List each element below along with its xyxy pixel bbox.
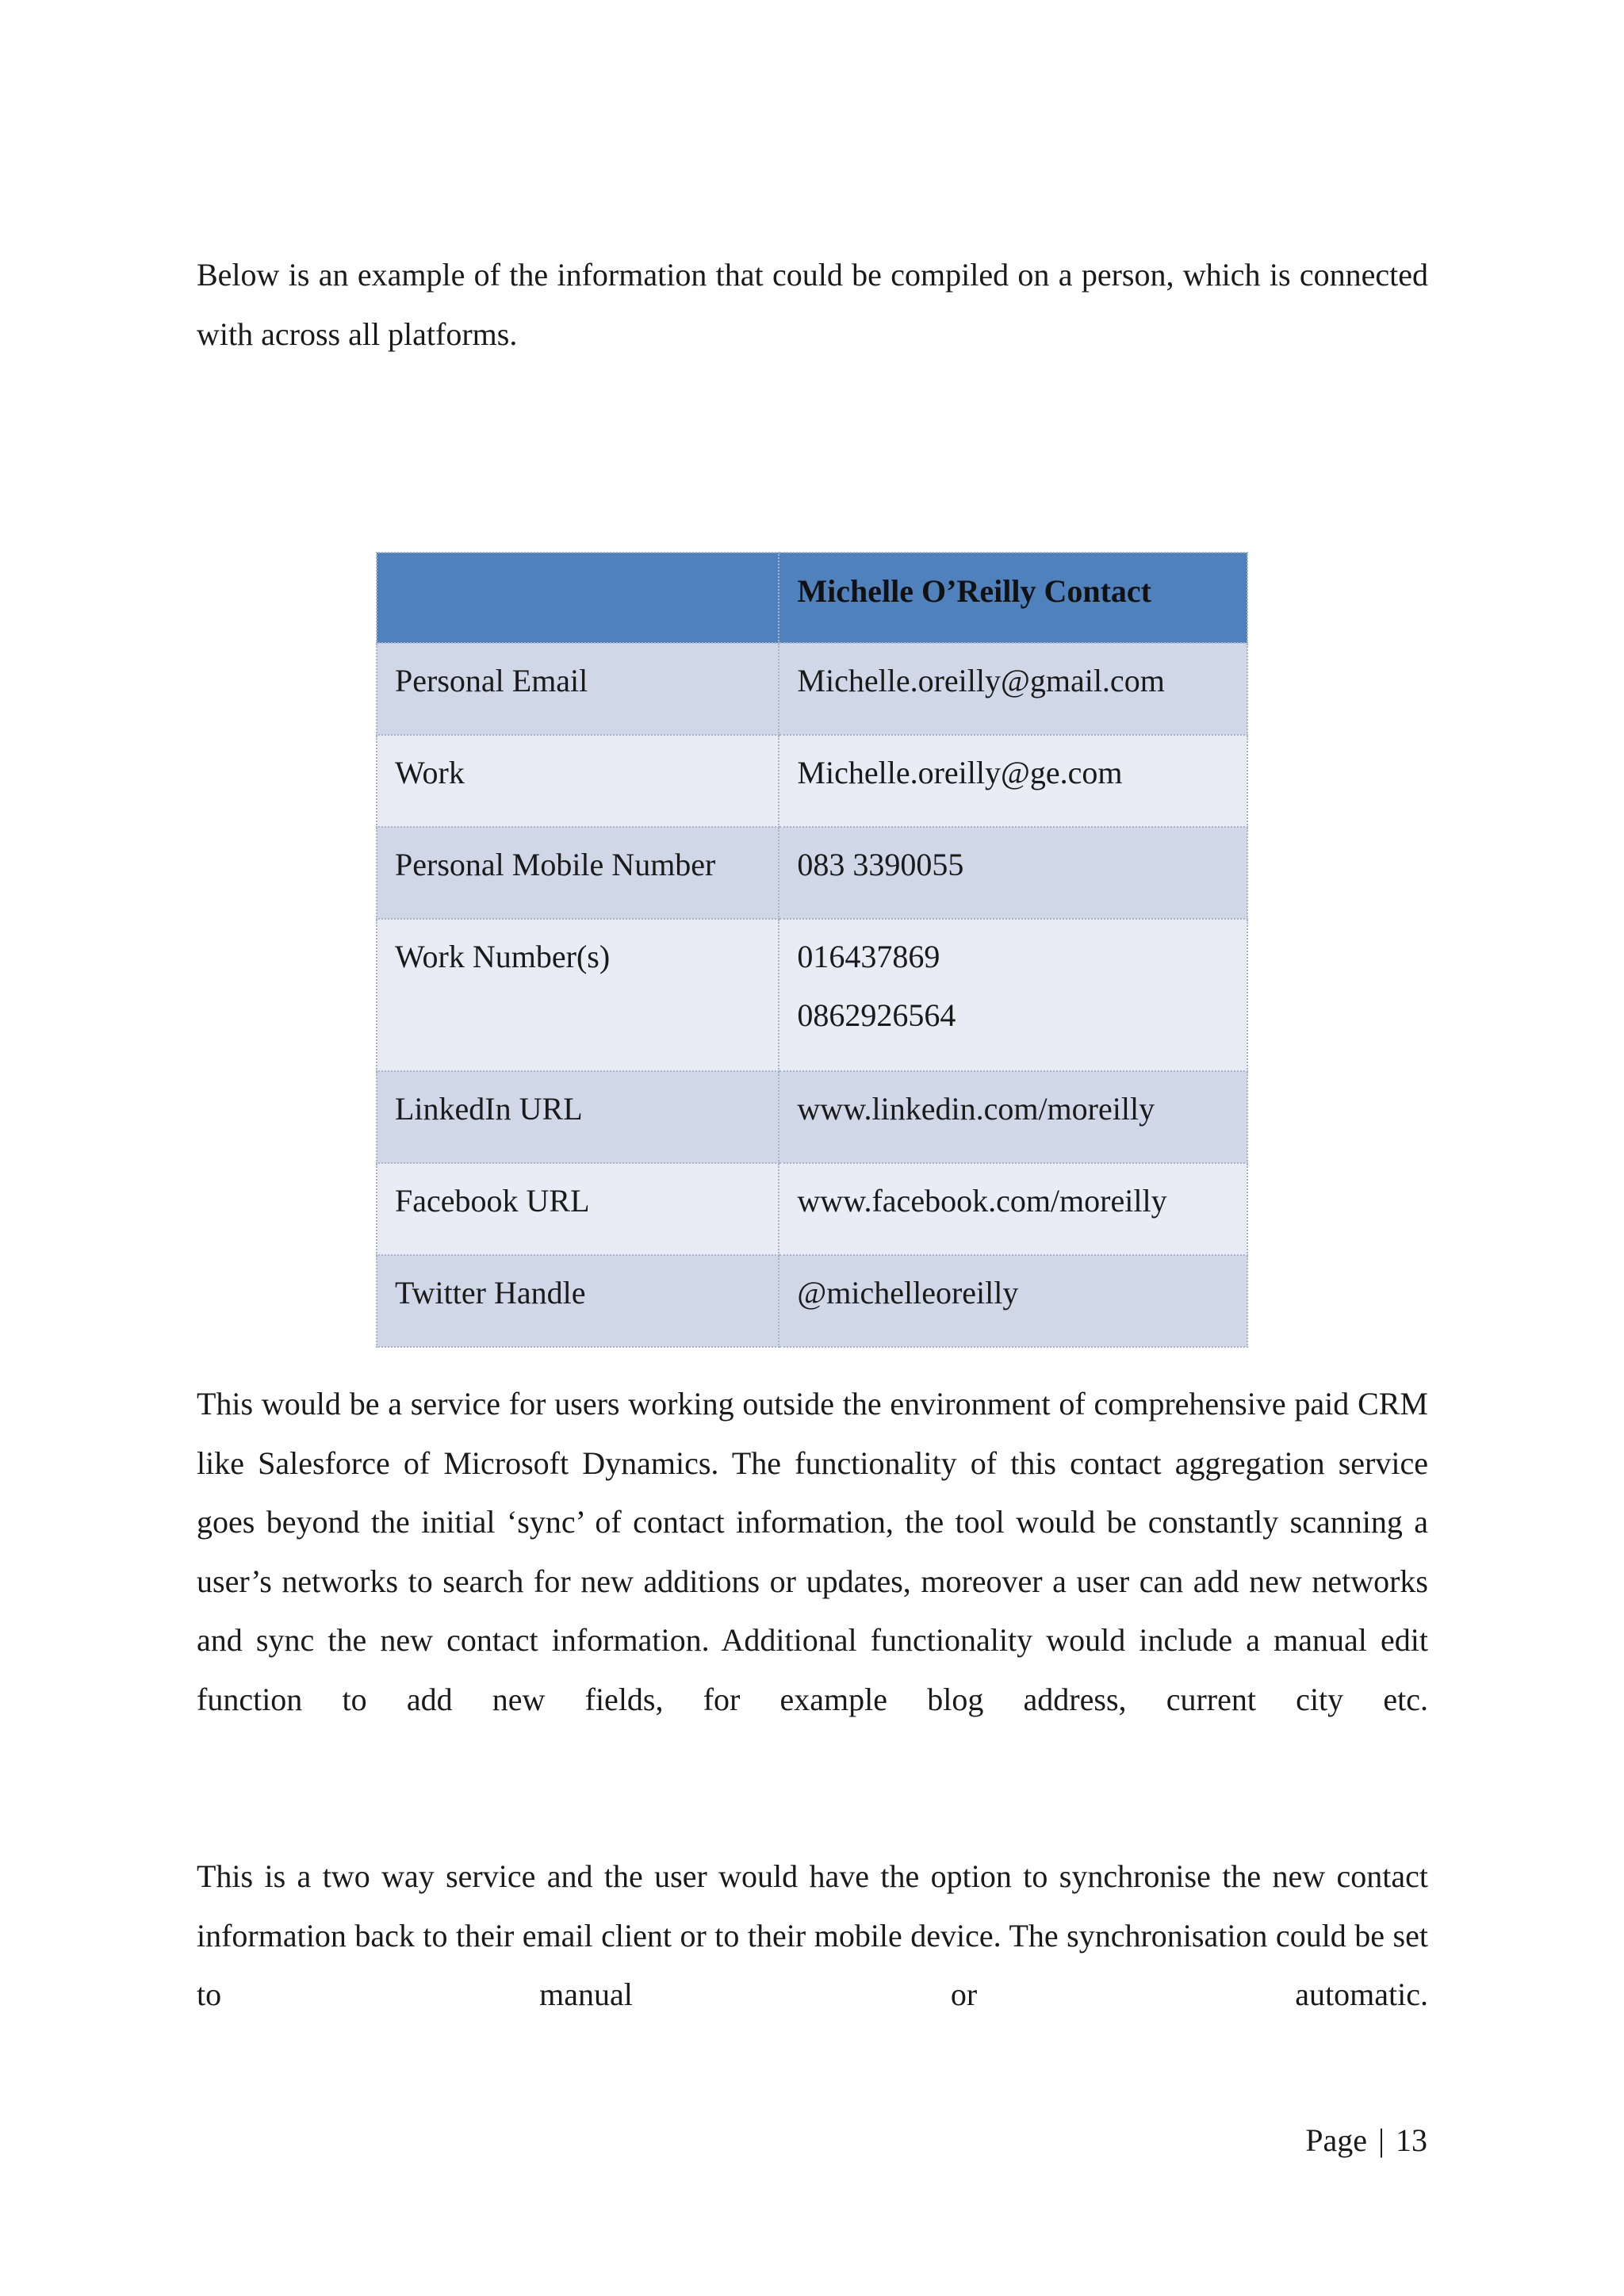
row-value: [779, 735, 1247, 827]
value-line: www.facebook.com/moreilly: [797, 1183, 1167, 1219]
intro-paragraph: Below is an example of the information that could be compiled on a person, which is connected with across all platforms.: [197, 257, 1428, 352]
row-label: Facebook URL: [377, 1163, 779, 1255]
row-label: Personal Mobile Number: [377, 827, 779, 919]
row-label: LinkedIn URL: [377, 1071, 779, 1163]
row-label: Personal Email: [377, 643, 779, 735]
table-row: [377, 827, 1247, 919]
table-row: [377, 735, 1247, 827]
value-line: @michelleoreilly: [797, 1275, 1019, 1311]
value-line: 016437869: [797, 939, 940, 974]
row-label: Work Number(s): [377, 919, 779, 1071]
footer-page-label: Page: [1305, 2122, 1367, 2158]
row-value: [779, 643, 1247, 735]
row-value: [779, 919, 1247, 1071]
header-cell-empty: [377, 553, 779, 643]
value-line: 083 3390055: [797, 847, 964, 882]
contact-table: [376, 552, 1248, 1348]
value-line: Michelle.oreilly@ge.com: [797, 755, 1123, 790]
row-value: [779, 1163, 1247, 1255]
row-value: [779, 827, 1247, 919]
table-row: [377, 1071, 1247, 1163]
table-row: [377, 643, 1247, 735]
value-line: www.linkedin.com/moreilly: [797, 1091, 1155, 1127]
body-paragraph-sync: This is a two way service and the user would have the option to synchronise the new contact information back to their email client or to their mobile device. The synchronisation could be set to manual or automatic.: [197, 1858, 1428, 2012]
header-cell-title: Michelle O’Reilly Contact: [779, 553, 1247, 643]
row-label: Work: [377, 735, 779, 827]
row-label: Twitter Handle: [377, 1255, 779, 1347]
row-value: [779, 1071, 1247, 1163]
page-number: 13: [1396, 2122, 1427, 2158]
table-header-row: [377, 553, 1247, 643]
footer-separator: |: [1377, 2122, 1385, 2158]
value-line: 0862926564: [797, 997, 956, 1033]
table-row: [377, 1255, 1247, 1347]
table-row: [377, 1163, 1247, 1255]
table-row: [377, 919, 1247, 1071]
body-paragraph-functionality: This would be a service for users working outside the environment of comprehensive paid CRM like Salesforce of Microsoft Dynamics. The functionality of this contact aggregation service goes beyond the initial ‘sync’ of contact information, the tool would be constantly scanning a user’s networks to search for new additions or updates, moreover a user can add new networks and sync the new contact information. Additional functionality would include a manual edit function to add new fields, for example blog address, current city etc.: [197, 1386, 1428, 1717]
page-footer: [1305, 2117, 1427, 2164]
row-value: [779, 1255, 1247, 1347]
value-line: Michelle.oreilly@gmail.com: [797, 663, 1165, 698]
